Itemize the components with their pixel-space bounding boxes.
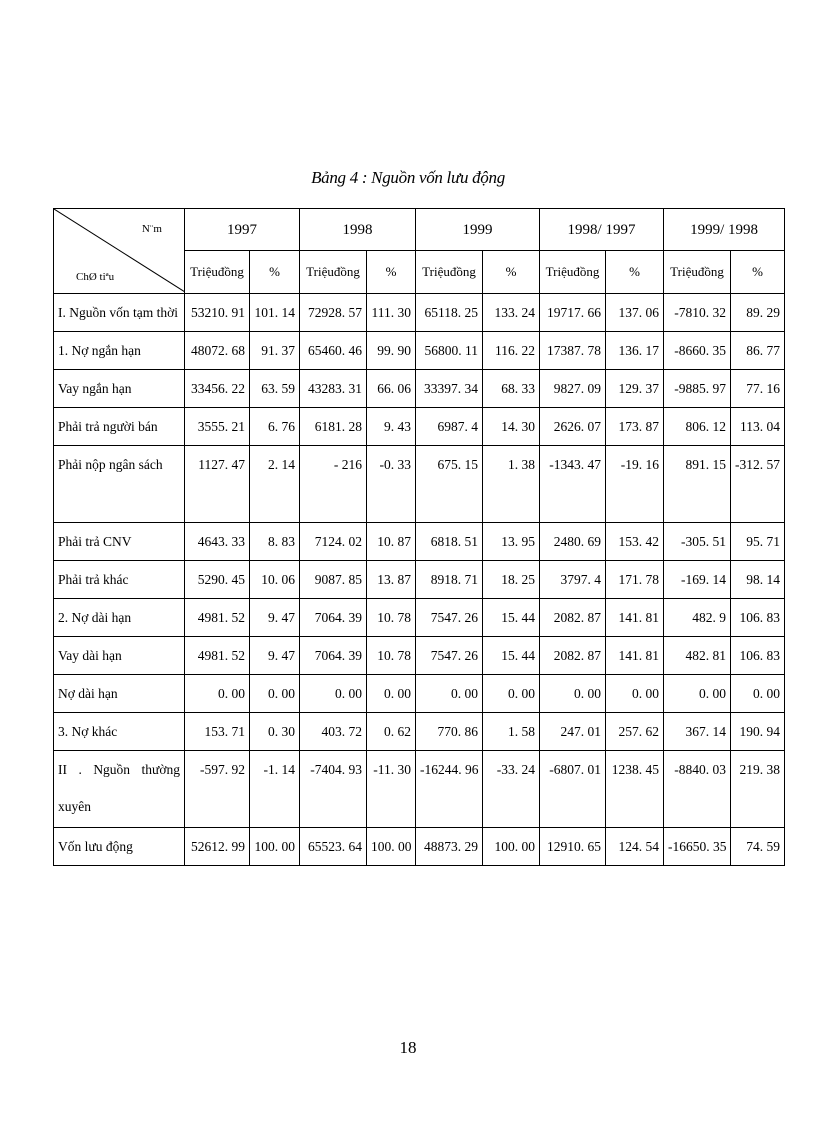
percent-cell: 0. 00 bbox=[367, 675, 416, 713]
percent-cell: -33. 24 bbox=[483, 751, 540, 828]
amount-cell: 48072. 68 bbox=[185, 332, 250, 370]
percent-cell: 15. 44 bbox=[483, 599, 540, 637]
unit-header: % bbox=[250, 251, 300, 294]
amount-cell: 5290. 45 bbox=[185, 561, 250, 599]
amount-cell: 2082. 87 bbox=[540, 599, 606, 637]
percent-cell: 129. 37 bbox=[606, 370, 664, 408]
amount-cell: 65523. 64 bbox=[300, 828, 367, 866]
percent-cell: 141. 81 bbox=[606, 599, 664, 637]
row-label: I. Nguồn vốn tạm thời bbox=[54, 294, 185, 332]
amount-cell: 4981. 52 bbox=[185, 599, 250, 637]
row-label: Vay ngắn hạn bbox=[54, 370, 185, 408]
table-row bbox=[54, 637, 785, 675]
percent-cell: 8. 83 bbox=[250, 523, 300, 561]
unit-header: Triệuđồng bbox=[300, 251, 367, 294]
percent-cell: 74. 59 bbox=[731, 828, 785, 866]
row-label bbox=[54, 751, 185, 828]
amount-cell: 7064. 39 bbox=[300, 599, 367, 637]
table-row bbox=[54, 561, 785, 599]
page-number: 18 bbox=[399, 1038, 417, 1057]
table-row bbox=[54, 599, 785, 637]
amount-cell: 2626. 07 bbox=[540, 408, 606, 446]
amount-cell: 367. 14 bbox=[664, 713, 731, 751]
unit-header: % bbox=[483, 251, 540, 294]
percent-cell: 106. 83 bbox=[731, 599, 785, 637]
percent-cell: 1. 58 bbox=[483, 713, 540, 751]
percent-cell: 18. 25 bbox=[483, 561, 540, 599]
row-label: Phải nộp ngân sách bbox=[54, 446, 185, 523]
percent-cell: -1. 14 bbox=[250, 751, 300, 828]
amount-cell: 806. 12 bbox=[664, 408, 731, 446]
amount-cell: 0. 00 bbox=[416, 675, 483, 713]
corner-indicator-label: ChØ tiªu bbox=[76, 271, 115, 283]
year-header: 1999 bbox=[416, 209, 540, 251]
percent-cell: 136. 17 bbox=[606, 332, 664, 370]
amount-cell: -16650. 35 bbox=[664, 828, 731, 866]
amount-cell: 4981. 52 bbox=[185, 637, 250, 675]
percent-cell: 173. 87 bbox=[606, 408, 664, 446]
year-header: 1998 bbox=[300, 209, 416, 251]
amount-cell: -8840. 03 bbox=[664, 751, 731, 828]
percent-cell: 0. 62 bbox=[367, 713, 416, 751]
amount-cell: 8918. 71 bbox=[416, 561, 483, 599]
percent-cell: 101. 14 bbox=[250, 294, 300, 332]
amount-cell: 0. 00 bbox=[664, 675, 731, 713]
percent-cell: 171. 78 bbox=[606, 561, 664, 599]
row-label-word: thường bbox=[141, 762, 180, 777]
percent-cell: 89. 29 bbox=[731, 294, 785, 332]
amount-cell: 403. 72 bbox=[300, 713, 367, 751]
amount-cell: 19717. 66 bbox=[540, 294, 606, 332]
table-row bbox=[54, 751, 785, 828]
header-row-years bbox=[54, 209, 785, 251]
row-label: 1. Nợ ngắn hạn bbox=[54, 332, 185, 370]
percent-cell: -312. 57 bbox=[731, 446, 785, 523]
row-label: 3. Nợ khác bbox=[54, 713, 185, 751]
percent-cell: 100. 00 bbox=[250, 828, 300, 866]
table-row bbox=[54, 446, 785, 523]
row-label-word: Nguồn bbox=[93, 762, 131, 777]
percent-cell: 0. 00 bbox=[483, 675, 540, 713]
percent-cell: 95. 71 bbox=[731, 523, 785, 561]
percent-cell: 137. 06 bbox=[606, 294, 664, 332]
amount-cell: - 216 bbox=[300, 446, 367, 523]
amount-cell: -7810. 32 bbox=[664, 294, 731, 332]
amount-cell: 247. 01 bbox=[540, 713, 606, 751]
amount-cell: 153. 71 bbox=[185, 713, 250, 751]
percent-cell: 66. 06 bbox=[367, 370, 416, 408]
percent-cell: 6. 76 bbox=[250, 408, 300, 446]
capital-table bbox=[53, 208, 785, 866]
row-label-line1 bbox=[58, 751, 180, 788]
amount-cell: 3797. 4 bbox=[540, 561, 606, 599]
row-label: Phải trả người bán bbox=[54, 408, 185, 446]
amount-cell: 6818. 51 bbox=[416, 523, 483, 561]
percent-cell: 124. 54 bbox=[606, 828, 664, 866]
amount-cell: 482. 81 bbox=[664, 637, 731, 675]
amount-cell: 4643. 33 bbox=[185, 523, 250, 561]
percent-cell: 111. 30 bbox=[367, 294, 416, 332]
table-row bbox=[54, 713, 785, 751]
amount-cell: 52612. 99 bbox=[185, 828, 250, 866]
amount-cell: 0. 00 bbox=[300, 675, 367, 713]
unit-header: % bbox=[731, 251, 785, 294]
unit-header: Triệuđồng bbox=[540, 251, 606, 294]
percent-cell: 15. 44 bbox=[483, 637, 540, 675]
amount-cell: -1343. 47 bbox=[540, 446, 606, 523]
amount-cell: 43283. 31 bbox=[300, 370, 367, 408]
amount-cell: 1127. 47 bbox=[185, 446, 250, 523]
amount-cell: 7124. 02 bbox=[300, 523, 367, 561]
amount-cell: 2082. 87 bbox=[540, 637, 606, 675]
amount-cell: 0. 00 bbox=[185, 675, 250, 713]
table-row bbox=[54, 828, 785, 866]
corner-diagonal bbox=[54, 209, 185, 292]
percent-cell: 10. 06 bbox=[250, 561, 300, 599]
amount-cell: 6181. 28 bbox=[300, 408, 367, 446]
unit-header: Triệuđồng bbox=[185, 251, 250, 294]
year-header: 1998/ 1997 bbox=[540, 209, 664, 251]
corner-cell bbox=[54, 209, 185, 294]
amount-cell: 7547. 26 bbox=[416, 637, 483, 675]
percent-cell: 100. 00 bbox=[367, 828, 416, 866]
percent-cell: 63. 59 bbox=[250, 370, 300, 408]
percent-cell: 10. 87 bbox=[367, 523, 416, 561]
percent-cell: 10. 78 bbox=[367, 637, 416, 675]
amount-cell: 65118. 25 bbox=[416, 294, 483, 332]
table-row bbox=[54, 294, 785, 332]
amount-cell: 12910. 65 bbox=[540, 828, 606, 866]
percent-cell: 0. 30 bbox=[250, 713, 300, 751]
percent-cell: 98. 14 bbox=[731, 561, 785, 599]
table-row bbox=[54, 523, 785, 561]
year-header: 1997 bbox=[185, 209, 300, 251]
amount-cell: 7547. 26 bbox=[416, 599, 483, 637]
amount-cell: 65460. 46 bbox=[300, 332, 367, 370]
amount-cell: 7064. 39 bbox=[300, 637, 367, 675]
row-label: Vay dài hạn bbox=[54, 637, 185, 675]
percent-cell: 14. 30 bbox=[483, 408, 540, 446]
amount-cell: 0. 00 bbox=[540, 675, 606, 713]
amount-cell: 33397. 34 bbox=[416, 370, 483, 408]
amount-cell: 17387. 78 bbox=[540, 332, 606, 370]
row-label-line2: xuyên bbox=[58, 799, 91, 814]
percent-cell: 190. 94 bbox=[731, 713, 785, 751]
unit-header: Triệuđồng bbox=[416, 251, 483, 294]
row-label-word: II bbox=[58, 762, 67, 777]
table-caption: Bảng 4 : Nguồn vốn lưu động bbox=[311, 168, 505, 187]
percent-cell: 13. 95 bbox=[483, 523, 540, 561]
percent-cell: 91. 37 bbox=[250, 332, 300, 370]
row-label: Phải trả CNV bbox=[54, 523, 185, 561]
percent-cell: 2. 14 bbox=[250, 446, 300, 523]
amount-cell: 482. 9 bbox=[664, 599, 731, 637]
row-label-word: . bbox=[78, 762, 82, 777]
percent-cell: 116. 22 bbox=[483, 332, 540, 370]
percent-cell: 0. 00 bbox=[606, 675, 664, 713]
amount-cell: 72928. 57 bbox=[300, 294, 367, 332]
percent-cell: 77. 16 bbox=[731, 370, 785, 408]
percent-cell: -19. 16 bbox=[606, 446, 664, 523]
amount-cell: 33456. 22 bbox=[185, 370, 250, 408]
amount-cell: 48873. 29 bbox=[416, 828, 483, 866]
amount-cell: -6807. 01 bbox=[540, 751, 606, 828]
table-row bbox=[54, 332, 785, 370]
percent-cell: 9. 47 bbox=[250, 599, 300, 637]
unit-header: % bbox=[606, 251, 664, 294]
amount-cell: -305. 51 bbox=[664, 523, 731, 561]
percent-cell: 106. 83 bbox=[731, 637, 785, 675]
percent-cell: 13. 87 bbox=[367, 561, 416, 599]
percent-cell: 10. 78 bbox=[367, 599, 416, 637]
percent-cell: 153. 42 bbox=[606, 523, 664, 561]
table-row bbox=[54, 370, 785, 408]
amount-cell: 675. 15 bbox=[416, 446, 483, 523]
amount-cell: 770. 86 bbox=[416, 713, 483, 751]
percent-cell: 141. 81 bbox=[606, 637, 664, 675]
amount-cell: 9827. 09 bbox=[540, 370, 606, 408]
amount-cell: 3555. 21 bbox=[185, 408, 250, 446]
amount-cell: -7404. 93 bbox=[300, 751, 367, 828]
amount-cell: 56800. 11 bbox=[416, 332, 483, 370]
amount-cell: 2480. 69 bbox=[540, 523, 606, 561]
percent-cell: 100. 00 bbox=[483, 828, 540, 866]
percent-cell: 0. 00 bbox=[731, 675, 785, 713]
row-label: Phải trả khác bbox=[54, 561, 185, 599]
percent-cell: 133. 24 bbox=[483, 294, 540, 332]
unit-header: % bbox=[367, 251, 416, 294]
percent-cell: 113. 04 bbox=[731, 408, 785, 446]
percent-cell: -11. 30 bbox=[367, 751, 416, 828]
percent-cell: 0. 00 bbox=[250, 675, 300, 713]
percent-cell: 99. 90 bbox=[367, 332, 416, 370]
percent-cell: 9. 43 bbox=[367, 408, 416, 446]
corner-year-label: N¨m bbox=[141, 223, 162, 235]
percent-cell: -0. 33 bbox=[367, 446, 416, 523]
amount-cell: -8660. 35 bbox=[664, 332, 731, 370]
row-label: Nợ dài hạn bbox=[54, 675, 185, 713]
unit-header: Triệuđồng bbox=[664, 251, 731, 294]
amount-cell: -597. 92 bbox=[185, 751, 250, 828]
amount-cell: 891. 15 bbox=[664, 446, 731, 523]
row-label: 2. Nợ dài hạn bbox=[54, 599, 185, 637]
percent-cell: 9. 47 bbox=[250, 637, 300, 675]
amount-cell: -9885. 97 bbox=[664, 370, 731, 408]
percent-cell: 68. 33 bbox=[483, 370, 540, 408]
percent-cell: 219. 38 bbox=[731, 751, 785, 828]
amount-cell: 6987. 4 bbox=[416, 408, 483, 446]
row-label: Vốn lưu động bbox=[54, 828, 185, 866]
year-header: 1999/ 1998 bbox=[664, 209, 785, 251]
amount-cell: 53210. 91 bbox=[185, 294, 250, 332]
percent-cell: 86. 77 bbox=[731, 332, 785, 370]
percent-cell: 257. 62 bbox=[606, 713, 664, 751]
amount-cell: -16244. 96 bbox=[416, 751, 483, 828]
table-row bbox=[54, 675, 785, 713]
amount-cell: -169. 14 bbox=[664, 561, 731, 599]
percent-cell: 1238. 45 bbox=[606, 751, 664, 828]
table-row bbox=[54, 408, 785, 446]
percent-cell: 1. 38 bbox=[483, 446, 540, 523]
amount-cell: 9087. 85 bbox=[300, 561, 367, 599]
